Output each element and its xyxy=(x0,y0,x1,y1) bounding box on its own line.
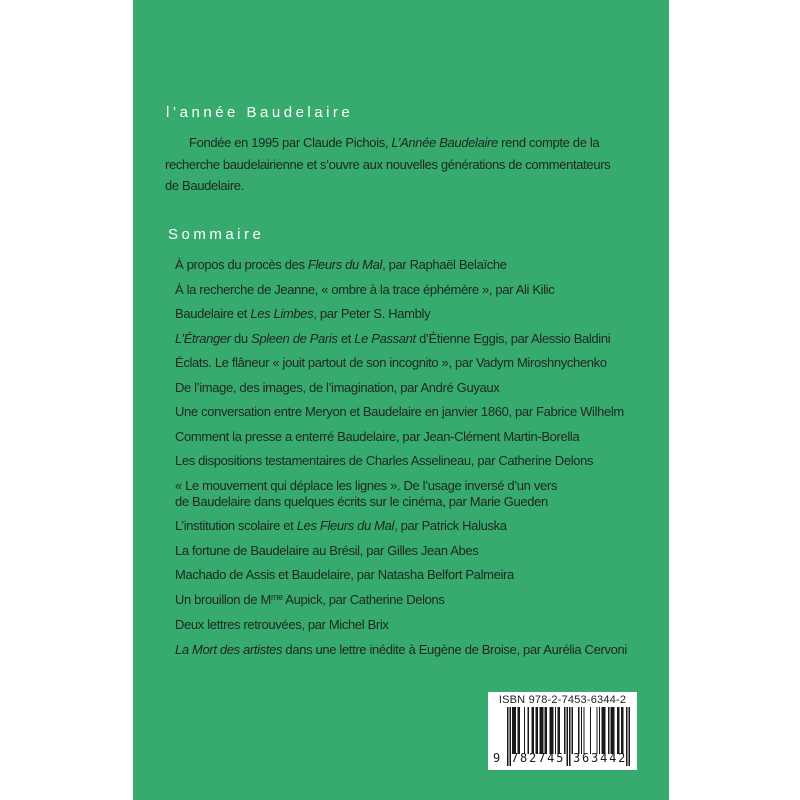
intro-line xyxy=(165,154,635,176)
barcode-digits-right: 363442 xyxy=(573,751,628,765)
text-segment: À propos du procès des xyxy=(175,257,308,272)
sommaire-item-line xyxy=(175,282,655,298)
sommaire-item xyxy=(175,642,655,658)
text-segment: rend compte de la xyxy=(497,135,600,150)
sommaire-item-line xyxy=(175,331,655,347)
sommaire-item-line xyxy=(175,617,655,633)
text-segment: Les Limbes xyxy=(250,306,314,321)
sommaire-item xyxy=(175,331,655,347)
text-segment: Une conversation entre Meryon et Baudelaire en janvier 1860, par Fabrice Wilhelm xyxy=(175,404,624,419)
text-segment: Un brouillon de M xyxy=(175,591,271,607)
sommaire-item xyxy=(175,543,655,559)
text-segment: Fondée en 1995 par Claude Pichois, xyxy=(189,135,392,150)
sommaire-item-line xyxy=(175,518,655,534)
sommaire-item-line xyxy=(175,453,655,469)
text-segment: Les Fleurs du Mal xyxy=(296,518,395,533)
sommaire-item xyxy=(175,257,655,273)
text-segment: dans une lettre inédite à Eugène de Broise, par Aurélia Cervoni xyxy=(282,641,627,657)
sommaire-heading: Sommaire xyxy=(168,226,265,243)
text-segment: de Baudelaire dans quelques écrits sur le cinéma, par Marie Gueden xyxy=(175,493,548,509)
sommaire-item xyxy=(175,306,655,322)
text-segment: Deux lettres retrouvées, par Michel Brix xyxy=(175,617,389,632)
text-segment: Le Passant xyxy=(354,330,416,346)
sommaire-item xyxy=(175,380,655,396)
text-segment: Baudelaire et xyxy=(175,306,251,321)
text-segment: L’Étranger xyxy=(175,330,231,346)
text-segment: d’Étienne Eggis, par Alessio Baldini xyxy=(415,330,611,346)
sommaire-item xyxy=(175,404,655,420)
text-segment: Éclats. Le flâneur « jouit partout de son incognito », par Vadym Miroshnychenko xyxy=(175,355,607,370)
sommaire-item-line xyxy=(175,543,655,559)
intro-line xyxy=(165,175,635,197)
text-segment: Fleurs du Mal xyxy=(307,257,383,272)
sommaire-item xyxy=(175,567,655,583)
sommaire-item-line xyxy=(175,257,655,273)
sommaire-item xyxy=(175,478,655,510)
text-segment: L’Année Baudelaire xyxy=(391,135,498,150)
text-segment: Comment la presse a enterré Baudelaire, par Jean-Clément Martin-Borella xyxy=(175,428,580,444)
text-segment: me xyxy=(270,591,283,602)
sommaire-item-line xyxy=(175,355,655,371)
sommaire-item xyxy=(175,518,655,534)
text-segment: La Mort des artistes xyxy=(175,641,283,657)
sommaire-item-line xyxy=(175,567,655,583)
text-segment: De l’image, des images, de l’imagination, par André Guyaux xyxy=(175,379,500,395)
text-segment: du xyxy=(230,330,252,346)
intro-line xyxy=(165,132,635,154)
sommaire-item-line xyxy=(175,429,655,445)
sommaire-item xyxy=(175,282,655,298)
text-segment: Machado de Assis et Baudelaire, par Natasha Belfort Palmeira xyxy=(175,567,514,582)
text-segment: Spleen de Paris xyxy=(251,330,338,346)
sommaire-item xyxy=(175,355,655,371)
barcode-digit-first: 9 xyxy=(493,751,501,765)
sommaire-item-line xyxy=(175,306,655,322)
sommaire-item-line xyxy=(175,404,655,420)
sommaire-item xyxy=(175,429,655,445)
sommaire-list xyxy=(175,257,655,666)
journal-title: l’année Baudelaire xyxy=(166,104,354,121)
barcode-digits-left: 782745 xyxy=(511,751,566,765)
text-segment: L’institution scolaire et xyxy=(175,518,297,533)
text-segment: de Baudelaire. xyxy=(165,178,244,193)
text-segment: « Le mouvement qui déplace les lignes ». De l’usage inversé d’un vers xyxy=(175,477,557,493)
intro-paragraph xyxy=(165,132,635,197)
text-segment: Aupick, par Catherine Delons xyxy=(282,591,445,607)
text-segment: La fortune de Baudelaire au Brésil, par Gilles Jean Abes xyxy=(175,542,479,558)
book-cover xyxy=(133,0,669,800)
text-segment: , par Peter S. Hambly xyxy=(313,306,431,321)
sommaire-item xyxy=(175,453,655,469)
sommaire-item-line xyxy=(175,642,655,658)
text-segment: et xyxy=(337,330,355,346)
sommaire-item xyxy=(175,617,655,633)
text-segment: À la recherche de Jeanne, « ombre à la trace éphémère », par Ali Kilic xyxy=(175,281,555,297)
isbn-block xyxy=(488,692,637,770)
text-segment: , par Patrick Haluska xyxy=(394,518,507,533)
sommaire-item-line xyxy=(175,592,655,609)
sommaire-item-line xyxy=(175,380,655,396)
text-segment: recherche baudelairienne et s’ouvre aux nouvelles générations de commentateurs xyxy=(165,156,611,172)
sommaire-item-line xyxy=(175,494,655,510)
sommaire-item xyxy=(175,592,655,609)
text-segment: Les dispositions testamentaires de Charles Asselineau, par Catherine Delons xyxy=(175,453,594,468)
isbn-label: ISBN 978-2-7453-6344-2 xyxy=(498,694,627,706)
text-segment: , par Raphaël Belaïche xyxy=(382,257,507,272)
sommaire-item-line xyxy=(175,478,655,494)
